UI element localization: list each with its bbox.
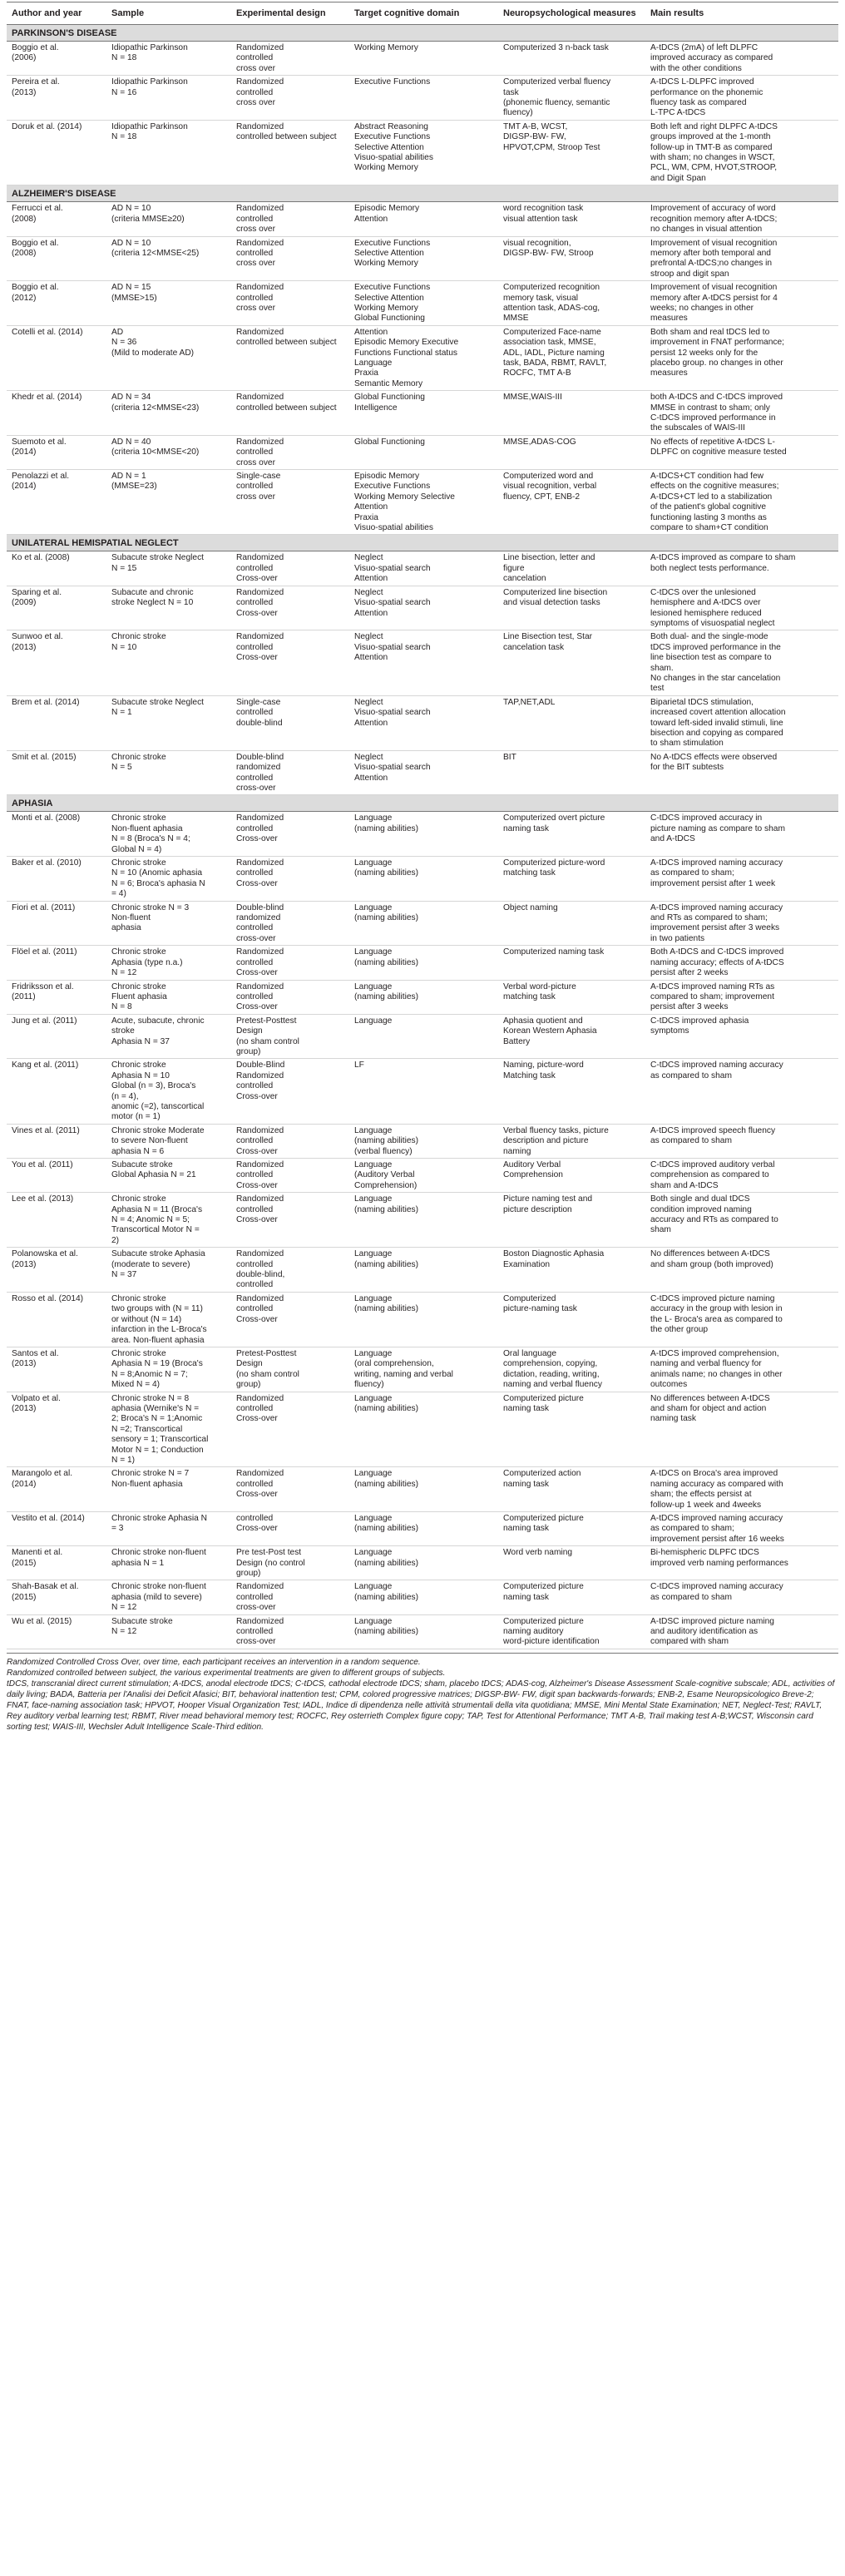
- cell-author: Doruk et al. (2014): [7, 120, 106, 185]
- cell-design: Randomized controlled Cross-over: [231, 1193, 349, 1248]
- table-row: [7, 630, 838, 695]
- cell-domain: Language (Auditory Verbal Comprehension): [349, 1159, 498, 1193]
- table-row: [7, 435, 838, 469]
- cell-measures: Computerized Face-name association task, MMSE, ADL, IADL, Picture naming task, BADA, RBMT, RAVLT, ROCFC, TMT A-B: [498, 325, 645, 390]
- cell-sample: Idiopathic Parkinson N = 18: [106, 42, 231, 76]
- cell-results: C-tDCS improved auditory verbal comprehension as compared to sham and A-tDCS: [645, 1159, 838, 1193]
- column-header-design: Experimental design: [231, 2, 349, 25]
- table-row: [7, 980, 838, 1014]
- cell-author: You et al. (2011): [7, 1159, 106, 1193]
- cell-results: A-tDSC improved picture naming and auditory identification as compared with sham: [645, 1614, 838, 1649]
- section-title: PARKINSON'S DISEASE: [7, 25, 838, 42]
- cell-domain: Executive Functions: [349, 76, 498, 121]
- table-row: [7, 236, 838, 281]
- table-row: [7, 120, 838, 185]
- cell-results: both A-tDCS and C-tDCS improved MMSE in contrast to sham; only C-tDCS improved performance in the subscales of WAIS-III: [645, 391, 838, 436]
- cell-sample: Chronic stroke Non-fluent aphasia N = 8 (Broca's N = 4; Global N = 4): [106, 812, 231, 857]
- cell-results: A-tDCS improved naming accuracy as compared to sham; improvement persist after 16 weeks: [645, 1512, 838, 1546]
- cell-sample: Acute, subacute, chronic stroke Aphasia N = 37: [106, 1014, 231, 1059]
- cell-design: Randomized controlled Cross-over: [231, 630, 349, 695]
- cell-domain: Executive Functions Selective Attention Working Memory: [349, 236, 498, 281]
- table-row: [7, 1124, 838, 1158]
- cell-results: Both sham and real tDCS led to improvement in FNAT performance; persist 12 weeks only for the placebo group. no changes in other measures: [645, 325, 838, 390]
- table-row: [7, 202, 838, 236]
- cell-sample: Chronic stroke Aphasia N = 3: [106, 1512, 231, 1546]
- cell-author: Ferrucci et al. (2008): [7, 202, 106, 236]
- cell-results: A-tDCS+CT condition had few effects on the cognitive measures; A-tDCS+CT led to a stabilization of the patient's global cognitive functioning lasting 3 months as compare to sham+CT condition: [645, 470, 838, 535]
- cell-results: A-tDCS L-DLPFC improved performance on the phonemic fluency task as compared L-TPC A-tDCS: [645, 76, 838, 121]
- cell-results: A-tDCS improved naming accuracy as compared to sham; improvement persist after 1 week: [645, 857, 838, 902]
- cell-domain: Episodic Memory Executive Functions Working Memory Selective Attention Praxia Visuo-spatial abilities: [349, 470, 498, 535]
- cell-sample: Chronic stroke N = 7 Non-fluent aphasia: [106, 1467, 231, 1512]
- cell-measures: MMSE,ADAS-COG: [498, 435, 645, 469]
- cell-author: Khedr et al. (2014): [7, 391, 106, 436]
- table-row: [7, 1614, 838, 1649]
- cell-domain: Language (naming abilities): [349, 1467, 498, 1512]
- cell-design: Pre test-Post test Design (no control group): [231, 1546, 349, 1580]
- cell-measures: BIT: [498, 750, 645, 795]
- table-row: [7, 1347, 838, 1392]
- cell-sample: AD N = 1 (MMSE=23): [106, 470, 231, 535]
- cell-measures: Naming, picture-word Matching task: [498, 1059, 645, 1124]
- table-row: [7, 1248, 838, 1293]
- cell-design: Randomized controlled Cross-over: [231, 946, 349, 980]
- cell-sample: AD N = 34 (criteria 12<MMSE<23): [106, 391, 231, 436]
- cell-author: Volpato et al. (2013): [7, 1392, 106, 1467]
- table-row: [7, 901, 838, 946]
- cell-measures: Computerized picture naming auditory word-picture identification: [498, 1614, 645, 1649]
- table-body: [7, 25, 838, 1649]
- cell-design: Randomized controlled Cross-over: [231, 1392, 349, 1467]
- section-title: APHASIA: [7, 795, 838, 812]
- cell-domain: Executive Functions Selective Attention Working Memory Global Functioning: [349, 281, 498, 326]
- cell-design: Randomized controlled between subject: [231, 120, 349, 185]
- cell-design: Randomized controlled cross over: [231, 236, 349, 281]
- cell-domain: Neglect Visuo-spatial search Attention: [349, 630, 498, 695]
- cell-results: A-tDCS improved speech fluency as compared to sham: [645, 1124, 838, 1158]
- cell-author: Kang et al. (2011): [7, 1059, 106, 1124]
- cell-domain: Language (naming abilities): [349, 946, 498, 980]
- cell-sample: Chronic stroke non-fluent aphasia (mild to severe) N = 12: [106, 1580, 231, 1614]
- cell-results: No differences between A-tDCS and sham for object and action naming task: [645, 1392, 838, 1467]
- section-header-row: [7, 535, 838, 551]
- cell-author: Brem et al. (2014): [7, 695, 106, 750]
- cell-domain: Attention Episodic Memory Executive Functions Functional status Language Praxia Semantic Memory: [349, 325, 498, 390]
- cell-results: C-tDCS improved aphasia symptoms: [645, 1014, 838, 1059]
- section-title: ALZHEIMER'S DISEASE: [7, 185, 838, 202]
- cell-sample: AD N = 40 (criteria 10<MMSE<20): [106, 435, 231, 469]
- cell-sample: Chronic stroke N = 10: [106, 630, 231, 695]
- column-header-results: Main results: [645, 2, 838, 25]
- cell-results: Both dual- and the single-mode tDCS improved performance in the line bisection test as compare to sham. No changes in the star cancelation test: [645, 630, 838, 695]
- cell-author: Jung et al. (2011): [7, 1014, 106, 1059]
- cell-measures: Word verb naming: [498, 1546, 645, 1580]
- cell-results: Bi-hemispheric DLPFC tDCS improved verb naming performances: [645, 1546, 838, 1580]
- cell-author: Monti et al. (2008): [7, 812, 106, 857]
- cell-author: Boggio et al. (2012): [7, 281, 106, 326]
- table-row: [7, 1512, 838, 1546]
- cell-domain: Language (naming abilities): [349, 901, 498, 946]
- table-row: [7, 551, 838, 586]
- table-row: [7, 76, 838, 121]
- cell-measures: word recognition task visual attention task: [498, 202, 645, 236]
- cell-author: Marangolo et al. (2014): [7, 1467, 106, 1512]
- cell-design: Double-blind randomized controlled cross-over: [231, 901, 349, 946]
- cell-results: No effects of repetitive A-tDCS L- DLPFC on cognitive measure tested: [645, 435, 838, 469]
- footnote: Randomized Controlled Cross Over, over time, each participant receives an intervention in a random sequence.: [7, 1657, 421, 1667]
- cell-sample: Chronic stroke Aphasia N = 11 (Broca's N = 4; Anomic N = 5; Transcortical Motor N = 2): [106, 1193, 231, 1248]
- cell-domain: Language (naming abilities): [349, 1193, 498, 1248]
- cell-measures: visual recognition, DIGSP-BW- FW, Stroop: [498, 236, 645, 281]
- cell-measures: Verbal word-picture matching task: [498, 980, 645, 1014]
- cell-measures: Computerized picture naming task: [498, 1580, 645, 1614]
- cell-design: Randomized controlled Cross-over: [231, 1159, 349, 1193]
- footnote: Randomized controlled between subject, the various experimental treatments are given to different groups of subjects.: [7, 1668, 446, 1678]
- cell-domain: Global Functioning Intelligence: [349, 391, 498, 436]
- cell-domain: Working Memory: [349, 42, 498, 76]
- table-row: [7, 946, 838, 980]
- cell-results: C-tDCS improved accuracy in picture naming as compare to sham and A-tDCS: [645, 812, 838, 857]
- cell-author: Manenti et al. (2015): [7, 1546, 106, 1580]
- cell-sample: Idiopathic Parkinson N = 16: [106, 76, 231, 121]
- cell-results: Both single and dual tDCS condition improved naming accuracy and RTs as compared to sham: [645, 1193, 838, 1248]
- cell-author: Suemoto et al. (2014): [7, 435, 106, 469]
- column-header-measures: Neuropsychological measures: [498, 2, 645, 25]
- cell-measures: Computerized overt picture naming task: [498, 812, 645, 857]
- cell-design: Randomized controlled cross over: [231, 76, 349, 121]
- cell-results: A-tDCS improved as compare to sham both neglect tests performance.: [645, 551, 838, 586]
- cell-measures: MMSE,WAIS-III: [498, 391, 645, 436]
- cell-design: Single-case controlled double-blind: [231, 695, 349, 750]
- table-row: [7, 1392, 838, 1467]
- footnote-abbreviations: tDCS, transcranial direct current stimulation; A-tDCS, anodal electrode tDCS; C-tDCS, cathodal electrode tDCS; sham, placebo tDCS; ADAS-cog, Alzheimer's Disease Assessment Scale-cognitive subscale; ADL, activities of daily living; BADA, Batteria per l'Analisi dei Deficit Afasici; BIT, behavioral inattention test; CPM, colored progressive matrices; DIGSP-BW- FW, digit span backwards-forwards; ENB-2, Esame Neuropsicologico Breve-2; FNAT, face-naming association task; HPVOT, Hooper Visual Organization Test; IADL, Indice di dipendenza nelle attività strumentali della vita quotidiana; MMSE, Mini Mental State Examination; NET, Neglect-Test; RAVLT, Rey auditory verbal learning test; RBMT, River mead behavioral memory test; ROCFC, Rey osterrieth Complex figure copy; TAP, Test for Attentional Performance; TMT A-B, Trail making test A-B;WCST, Wisconsin card sorting test; WAIS-III, Wechsler Adult Intelligence Scale-Third edition.: [7, 1679, 835, 1732]
- cell-sample: Chronic stroke Aphasia (type n.a.) N = 12: [106, 946, 231, 980]
- cell-measures: TAP,NET,ADL: [498, 695, 645, 750]
- cell-results: Improvement of visual recognition memory after A-tDCS persist for 4 weeks; no changes in other measures: [645, 281, 838, 326]
- cell-measures: Computerized action naming task: [498, 1467, 645, 1512]
- cell-sample: Chronic stroke non-fluent aphasia N = 1: [106, 1546, 231, 1580]
- cell-design: Randomized controlled between subject: [231, 391, 349, 436]
- cell-design: Randomized controlled between subject: [231, 325, 349, 390]
- cell-author: Penolazzi et al. (2014): [7, 470, 106, 535]
- cell-measures: Computerized verbal fluency task (phonemic fluency, semantic fluency): [498, 76, 645, 121]
- cell-results: C-tDCS improved picture naming accuracy in the group with lesion in the L- Broca's area as compared to the other group: [645, 1292, 838, 1347]
- table-row: [7, 391, 838, 436]
- table-row: [7, 470, 838, 535]
- cell-sample: AD N = 10 (criteria MMSE≥20): [106, 202, 231, 236]
- cell-results: A-tDCS on Broca's area improved naming accuracy as compared with sham; the effects persist at follow-up 1 week and 4weeks: [645, 1467, 838, 1512]
- cell-domain: Abstract Reasoning Executive Functions Selective Attention Visuo-spatial abilities Working Memory: [349, 120, 498, 185]
- cell-domain: Language (naming abilities): [349, 857, 498, 902]
- table-row: [7, 586, 838, 630]
- cell-domain: Language: [349, 1014, 498, 1059]
- cell-author: Boggio et al. (2006): [7, 42, 106, 76]
- cell-sample: Chronic stroke Moderate to severe Non-fluent aphasia N = 6: [106, 1124, 231, 1158]
- section-header-row: [7, 185, 838, 202]
- cell-measures: Picture naming test and picture description: [498, 1193, 645, 1248]
- cell-author: Fridriksson et al. (2011): [7, 980, 106, 1014]
- cell-measures: Line bisection, letter and figure cancelation: [498, 551, 645, 586]
- cell-domain: Language (naming abilities): [349, 980, 498, 1014]
- table-row: [7, 1546, 838, 1580]
- cell-sample: Chronic stroke N = 3 Non-fluent aphasia: [106, 901, 231, 946]
- cell-sample: Chronic stroke Aphasia N = 19 (Broca's N = 8;Anomic N = 7; Mixed N = 4): [106, 1347, 231, 1392]
- cell-design: Randomized controlled Cross-over: [231, 1467, 349, 1512]
- cell-domain: Language (oral comprehension, writing, naming and verbal fluency): [349, 1347, 498, 1392]
- cell-author: Ko et al. (2008): [7, 551, 106, 586]
- cell-measures: Oral language comprehension, copying, dictation, reading, writing, naming and verbal fluency: [498, 1347, 645, 1392]
- cell-results: No A-tDCS effects were observed for the BIT subtests: [645, 750, 838, 795]
- cell-domain: Neglect Visuo-spatial search Attention: [349, 695, 498, 750]
- cell-design: Double-blind randomized controlled cross-over: [231, 750, 349, 795]
- cell-sample: Chronic stroke N = 5: [106, 750, 231, 795]
- cell-results: C-tDCS over the unlesioned hemisphere and A-tDCS over lesioned hemisphere reduced symptoms of visuospatial neglect: [645, 586, 838, 630]
- cell-measures: Computerized naming task: [498, 946, 645, 980]
- cell-design: controlled Cross-over: [231, 1512, 349, 1546]
- cell-author: Smit et al. (2015): [7, 750, 106, 795]
- cell-measures: Computerized line bisection and visual detection tasks: [498, 586, 645, 630]
- cell-design: Randomized controlled cross over: [231, 202, 349, 236]
- cell-results: Both left and right DLPFC A-tDCS groups improved at the 1-month follow-up in TMT-B as compared with sham; no changes in WSCT, PCL, WM, CPM, HVOT,STROOP, and Digit Span: [645, 120, 838, 185]
- cell-measures: Verbal fluency tasks, picture description and picture naming: [498, 1124, 645, 1158]
- cell-author: Vines et al. (2011): [7, 1124, 106, 1158]
- cell-sample: Subacute stroke Aphasia (moderate to severe) N = 37: [106, 1248, 231, 1293]
- cell-sample: Subacute stroke Global Aphasia N = 21: [106, 1159, 231, 1193]
- cell-results: A-tDCS (2mA) of left DLPFC improved accuracy as compared with the other conditions: [645, 42, 838, 76]
- cell-design: Double-Blind Randomized controlled Cross-over: [231, 1059, 349, 1124]
- cell-design: Single-case controlled cross over: [231, 470, 349, 535]
- table-row: [7, 1014, 838, 1059]
- cell-domain: Neglect Visuo-spatial search Attention: [349, 750, 498, 795]
- cell-results: C-tDCS improved naming accuracy as compared to sham: [645, 1059, 838, 1124]
- cell-author: Rosso et al. (2014): [7, 1292, 106, 1347]
- cell-sample: Subacute stroke Neglect N = 15: [106, 551, 231, 586]
- cell-domain: Neglect Visuo-spatial search Attention: [349, 586, 498, 630]
- cell-results: Improvement of visual recognition memory after both temporal and prefrontal A-tDCS;no changes in stroop and digit span: [645, 236, 838, 281]
- table-row: [7, 1193, 838, 1248]
- table-page: [7, 0, 838, 1733]
- column-header-domain: Target cognitive domain: [349, 2, 498, 25]
- table-row: [7, 1159, 838, 1193]
- cell-sample: Subacute and chronic stroke Neglect N = 10: [106, 586, 231, 630]
- cell-design: Randomized controlled Cross-over: [231, 857, 349, 902]
- cell-domain: Language (naming abilities): [349, 1546, 498, 1580]
- cell-design: Randomized controlled cross-over: [231, 1614, 349, 1649]
- cell-measures: Computerized word and visual recognition, verbal fluency, CPT, ENB-2: [498, 470, 645, 535]
- cell-sample: Chronic stroke Aphasia N = 10 Global (n = 3), Broca's (n = 4), anomic (=2), tanscortical motor (n = 1): [106, 1059, 231, 1124]
- cell-author: Sunwoo et al. (2013): [7, 630, 106, 695]
- cell-measures: Computerized recognition memory task, visual attention task, ADAS-cog, MMSE: [498, 281, 645, 326]
- cell-measures: Computerized picture naming task: [498, 1392, 645, 1467]
- cell-domain: Language (naming abilities) (verbal fluency): [349, 1124, 498, 1158]
- cell-measures: Boston Diagnostic Aphasia Examination: [498, 1248, 645, 1293]
- cell-design: Pretest-Posttest Design (no sham control group): [231, 1014, 349, 1059]
- table-row: [7, 42, 838, 76]
- cell-sample: Subacute stroke Neglect N = 1: [106, 695, 231, 750]
- cell-measures: TMT A-B, WCST, DIGSP-BW- FW, HPVOT,CPM, Stroop Test: [498, 120, 645, 185]
- table-row: [7, 281, 838, 326]
- cell-sample: Subacute stroke N = 12: [106, 1614, 231, 1649]
- cell-author: Flöel et al. (2011): [7, 946, 106, 980]
- table-row: [7, 695, 838, 750]
- cell-results: No differences between A-tDCS and sham group (both improved): [645, 1248, 838, 1293]
- cell-design: Randomized controlled Cross-over: [231, 586, 349, 630]
- column-header-sample: Sample: [106, 2, 231, 25]
- column-header-author: Author and year: [7, 2, 106, 25]
- cell-author: Shah-Basak et al. (2015): [7, 1580, 106, 1614]
- cell-results: C-tDCS improved naming accuracy as compared to sham: [645, 1580, 838, 1614]
- cell-design: Randomized controlled Cross-over: [231, 1124, 349, 1158]
- table-header: [7, 2, 838, 25]
- table-row: [7, 1292, 838, 1347]
- cell-author: Pereira et al. (2013): [7, 76, 106, 121]
- cell-domain: Language (naming abilities): [349, 1248, 498, 1293]
- cell-sample: Chronic stroke N = 8 aphasia (Wernike's N = 2; Broca's N = 1;Anomic N =2; Transcortical sensory = 1; Transcortical Motor N = 1; Conduction N = 1): [106, 1392, 231, 1467]
- cell-sample: AD N = 15 (MMSE>15): [106, 281, 231, 326]
- cell-sample: Chronic stroke N = 10 (Anomic aphasia N = 6; Broca's aphasia N = 4): [106, 857, 231, 902]
- cell-author: Cotelli et al. (2014): [7, 325, 106, 390]
- cell-design: Randomized controlled cross over: [231, 435, 349, 469]
- cell-author: Santos et al. (2013): [7, 1347, 106, 1392]
- cell-measures: Object naming: [498, 901, 645, 946]
- cell-domain: Language (naming abilities): [349, 1392, 498, 1467]
- cell-sample: AD N = 10 (criteria 12<MMSE<25): [106, 236, 231, 281]
- cell-design: Randomized controlled cross over: [231, 42, 349, 76]
- cell-results: Biparietal tDCS stimulation, increased covert attention allocation toward left-sided invalid stimuli, line bisection and copying as compared to sham stimulation: [645, 695, 838, 750]
- table-row: [7, 857, 838, 902]
- cell-design: Randomized controlled cross-over: [231, 1580, 349, 1614]
- cell-domain: Language (naming abilities): [349, 1580, 498, 1614]
- table-row: [7, 812, 838, 857]
- cell-design: Randomized controlled double-blind, controlled: [231, 1248, 349, 1293]
- cell-author: Boggio et al. (2008): [7, 236, 106, 281]
- cell-domain: Episodic Memory Attention: [349, 202, 498, 236]
- table-footnotes: [7, 1653, 838, 1733]
- cell-design: Randomized controlled Cross-over: [231, 980, 349, 1014]
- cell-results: A-tDCS improved comprehension, naming and verbal fluency for animals name; no changes in other outcomes: [645, 1347, 838, 1392]
- cell-author: Fiori et al. (2011): [7, 901, 106, 946]
- table-row: [7, 1059, 838, 1124]
- cell-measures: Computerized 3 n-back task: [498, 42, 645, 76]
- cell-domain: Language (naming abilities): [349, 1512, 498, 1546]
- cell-author: Sparing et al. (2009): [7, 586, 106, 630]
- cell-author: Polanowska et al. (2013): [7, 1248, 106, 1293]
- cell-domain: LF: [349, 1059, 498, 1124]
- cell-author: Vestito et al. (2014): [7, 1512, 106, 1546]
- cell-sample: Chronic stroke two groups with (N = 11) or without (N = 14) infarction in the L-Broca's area. Non-fluent aphasia: [106, 1292, 231, 1347]
- cell-sample: Chronic stroke Fluent aphasia N = 8: [106, 980, 231, 1014]
- cell-measures: Computerized picture naming task: [498, 1512, 645, 1546]
- cell-domain: Global Functioning: [349, 435, 498, 469]
- cell-sample: Idiopathic Parkinson N = 18: [106, 120, 231, 185]
- cell-domain: Language (naming abilities): [349, 812, 498, 857]
- cell-design: Randomized controlled Cross-over: [231, 812, 349, 857]
- cell-design: Pretest-Posttest Design (no sham control group): [231, 1347, 349, 1392]
- cell-domain: Language (naming abilities): [349, 1292, 498, 1347]
- table-row: [7, 325, 838, 390]
- cell-design: Randomized controlled cross over: [231, 281, 349, 326]
- cell-measures: Line Bisection test, Star cancelation task: [498, 630, 645, 695]
- cell-results: Improvement of accuracy of word recognition memory after A-tDCS; no changes in visual attention: [645, 202, 838, 236]
- cell-design: Randomized controlled Cross-over: [231, 551, 349, 586]
- studies-table: [7, 2, 838, 1649]
- table-row: [7, 750, 838, 795]
- cell-author: Lee et al. (2013): [7, 1193, 106, 1248]
- cell-author: Wu et al. (2015): [7, 1614, 106, 1649]
- cell-results: A-tDCS improved naming RTs as compared to sham; improvement persist after 3 weeks: [645, 980, 838, 1014]
- cell-design: Randomized controlled Cross-over: [231, 1292, 349, 1347]
- cell-measures: Auditory Verbal Comprehension: [498, 1159, 645, 1193]
- cell-results: Both A-tDCS and C-tDCS improved naming accuracy; effects of A-tDCS persist after 2 weeks: [645, 946, 838, 980]
- cell-measures: Computerized picture-naming task: [498, 1292, 645, 1347]
- table-row: [7, 1580, 838, 1614]
- section-header-row: [7, 25, 838, 42]
- cell-author: Baker et al. (2010): [7, 857, 106, 902]
- section-header-row: [7, 795, 838, 812]
- cell-measures: Computerized picture-word matching task: [498, 857, 645, 902]
- table-row: [7, 1467, 838, 1512]
- cell-sample: AD N = 36 (Mild to moderate AD): [106, 325, 231, 390]
- cell-results: A-tDCS improved naming accuracy and RTs as compared to sham; improvement persist after 3 weeks in two patients: [645, 901, 838, 946]
- section-title: UNILATERAL HEMISPATIAL NEGLECT: [7, 535, 838, 551]
- cell-domain: Neglect Visuo-spatial search Attention: [349, 551, 498, 586]
- cell-domain: Language (naming abilities): [349, 1614, 498, 1649]
- cell-measures: Aphasia quotient and Korean Western Aphasia Battery: [498, 1014, 645, 1059]
